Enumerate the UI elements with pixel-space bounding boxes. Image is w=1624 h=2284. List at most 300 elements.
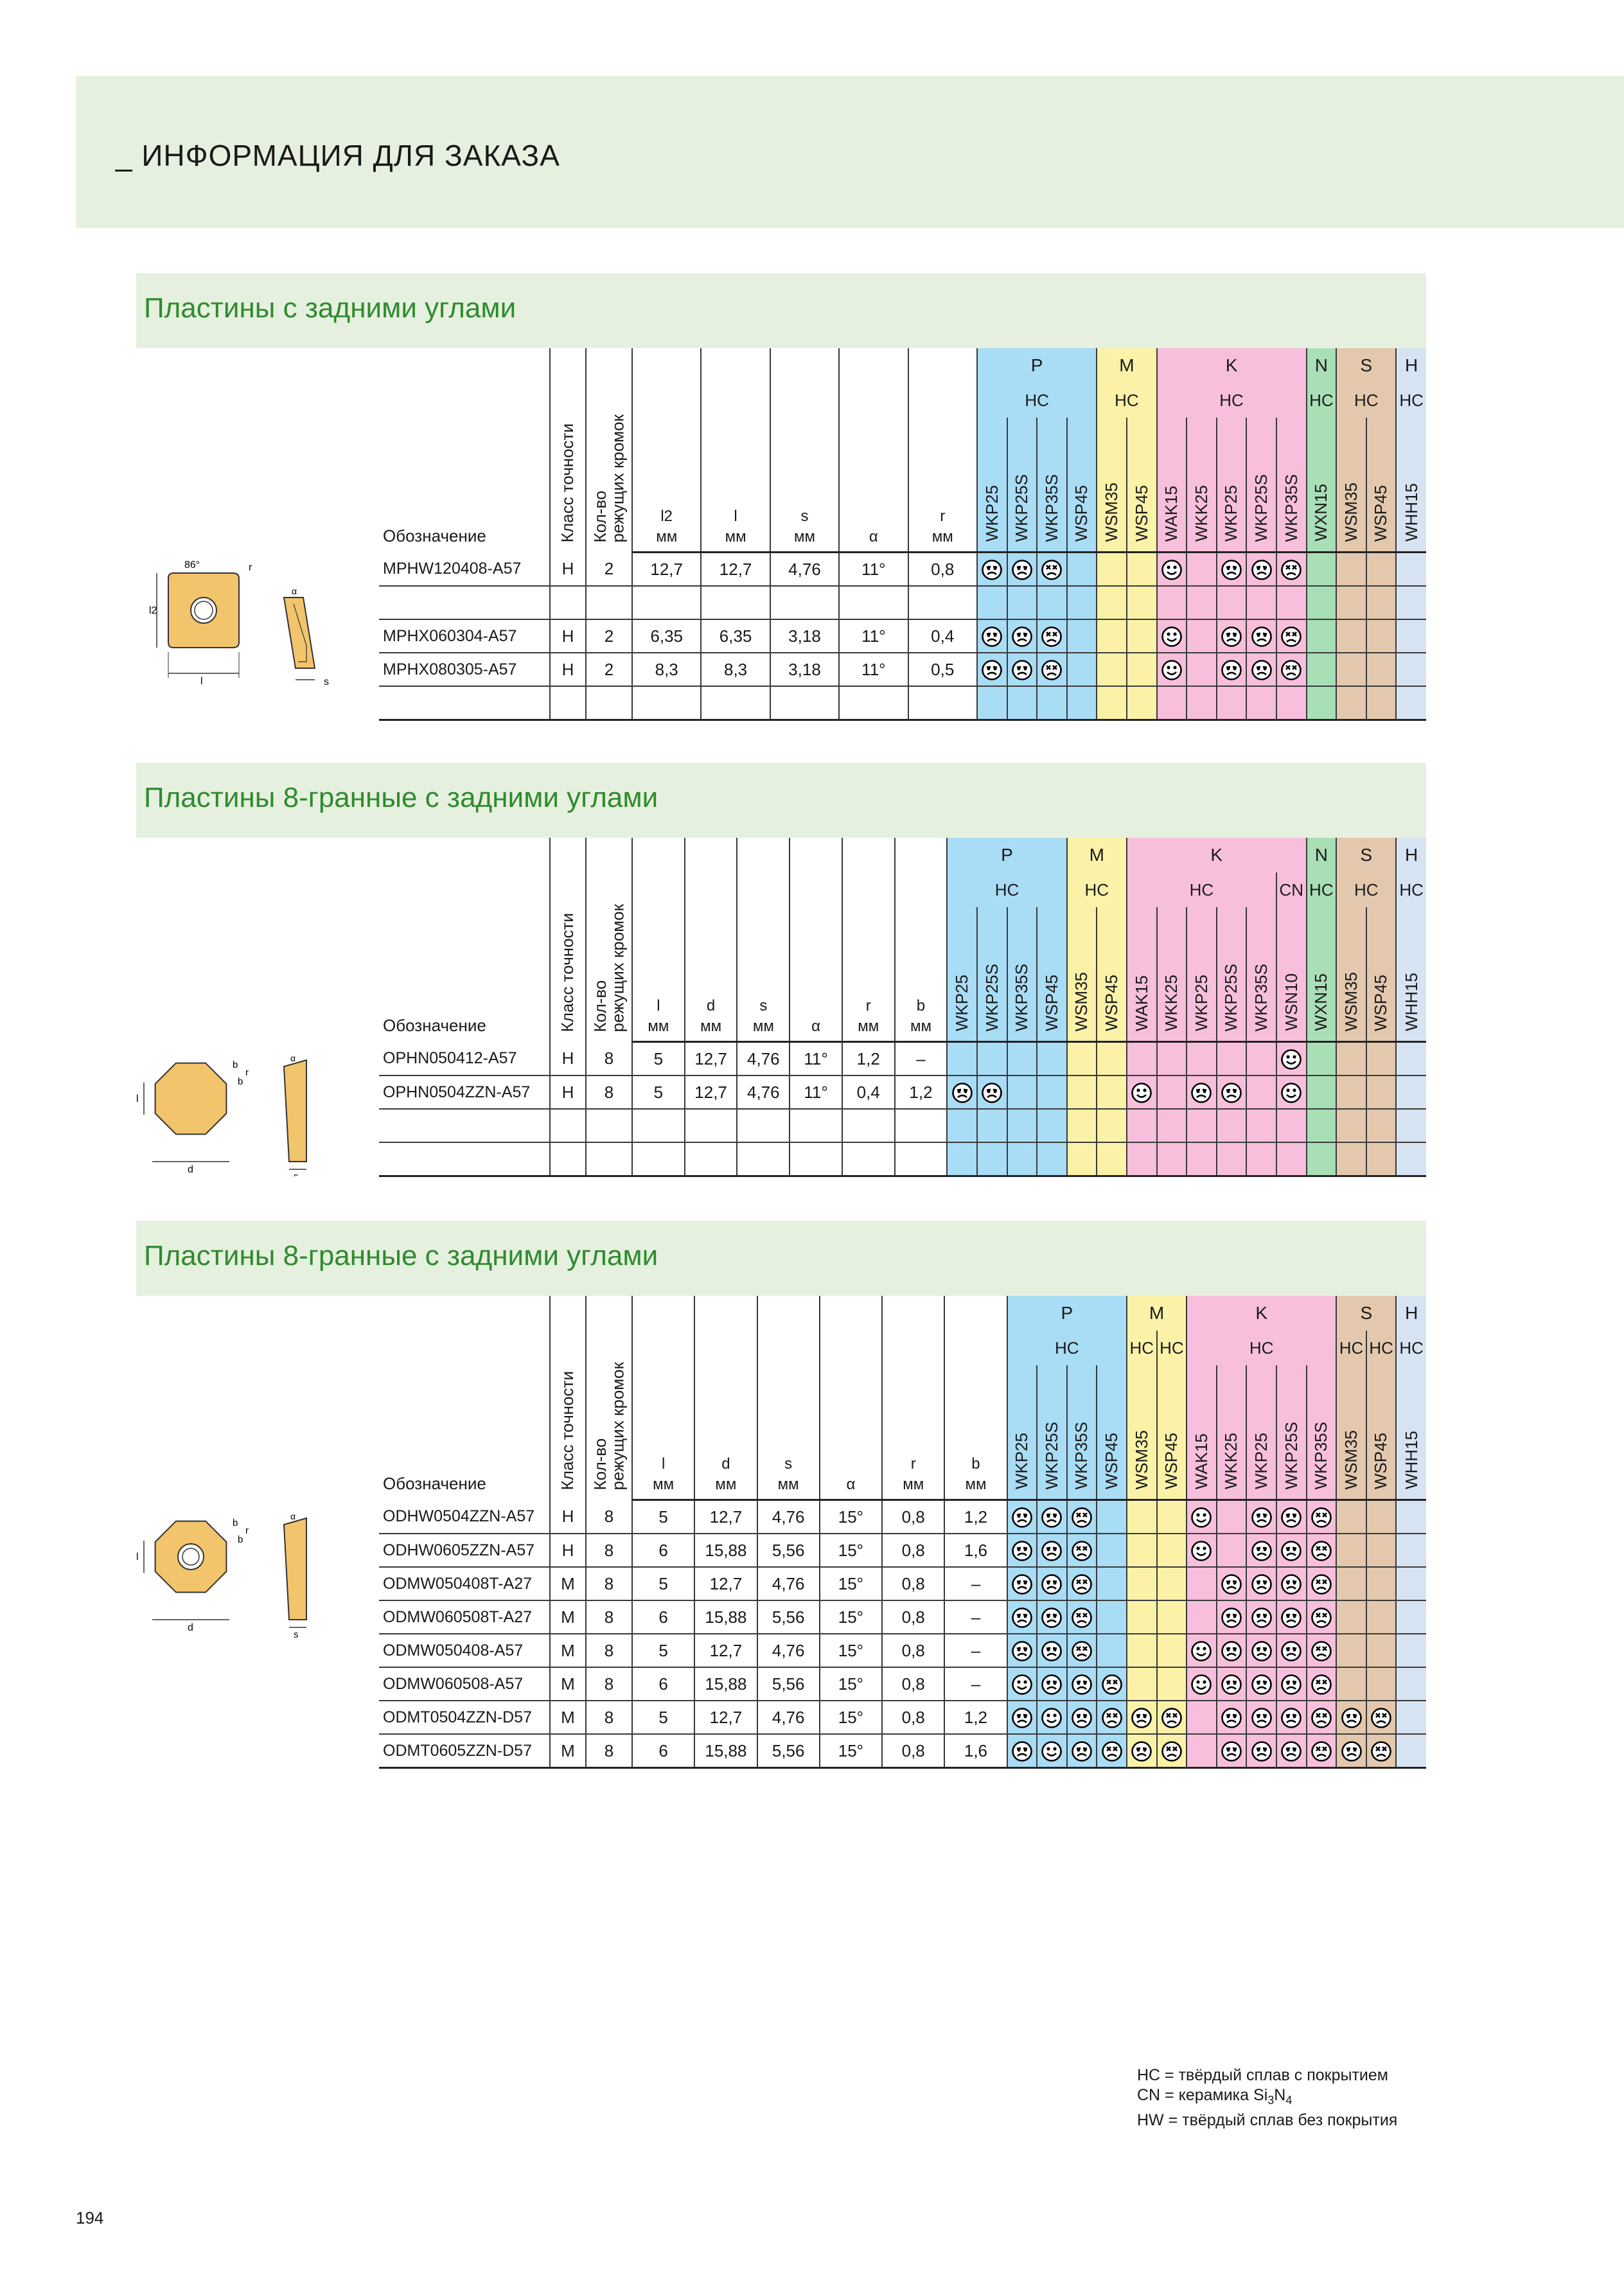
cross-face-icon <box>1311 1541 1332 1561</box>
edges-count: 8 <box>586 1042 632 1076</box>
dim-value: 0,8 <box>882 1634 944 1667</box>
dim-value <box>632 1142 685 1176</box>
smile-face-icon <box>1281 1049 1302 1070</box>
dim-value: 1,2 <box>944 1701 1007 1734</box>
grade-suitability <box>1037 1600 1067 1634</box>
coating-label: HC <box>1187 1331 1336 1365</box>
grade-suitability <box>1396 1634 1426 1667</box>
dim-value: 0,4 <box>842 1076 895 1109</box>
grade-suitability <box>1366 1600 1397 1634</box>
grade-suitability <box>1307 1567 1337 1600</box>
grade-suitability <box>1157 1667 1187 1701</box>
grade-suitability <box>1097 1634 1127 1667</box>
cross-face-icon <box>1072 1641 1092 1661</box>
accuracy-class: H <box>550 653 586 686</box>
material-group-K: K <box>1127 838 1307 872</box>
dim-value <box>632 686 701 720</box>
dim-value <box>701 586 770 619</box>
grade-suitability <box>1336 1042 1366 1076</box>
insert-drawing <box>136 1505 348 1640</box>
grade-suitability <box>1007 1142 1037 1176</box>
grade-suitability <box>1307 653 1337 686</box>
grade-suitability <box>1067 686 1097 720</box>
dim-value: 15° <box>820 1567 882 1600</box>
edges-count: 8 <box>586 1500 632 1534</box>
frown-face-icon <box>982 560 1002 580</box>
edges-count: 2 <box>586 619 632 653</box>
grade-suitability <box>1037 1667 1067 1701</box>
material-group-S: S <box>1336 348 1396 383</box>
dim-head: s мм <box>770 348 839 553</box>
grade-head: WKP25 <box>1007 1365 1037 1500</box>
grade-suitability <box>1157 553 1187 587</box>
dim-value: 0,8 <box>882 1534 944 1567</box>
edges-count: 8 <box>586 1634 632 1667</box>
grade-suitability <box>1366 1567 1397 1600</box>
grade-suitability <box>1097 686 1127 720</box>
order-section <box>136 1221 1426 1769</box>
page-number: 194 <box>76 2208 104 2227</box>
dim-value: 0,8 <box>882 1667 944 1701</box>
grade-suitability <box>1097 1534 1127 1567</box>
grade-suitability <box>1007 1076 1037 1109</box>
svg-text:α: α <box>292 585 297 596</box>
dim-value: 4,76 <box>770 553 839 587</box>
grade-suitability <box>1187 653 1217 686</box>
grade-suitability <box>977 1109 1007 1142</box>
smile-face-icon <box>1161 560 1182 580</box>
dim-value: 6,35 <box>632 619 701 653</box>
smile-face-icon <box>1191 1641 1212 1661</box>
accuracy-class <box>550 686 586 720</box>
grade-suitability <box>1097 653 1127 686</box>
material-group-M: M <box>1127 1296 1187 1331</box>
grade-suitability <box>1276 1600 1307 1634</box>
dim-value: 1,2 <box>842 1042 895 1076</box>
material-group-M: M <box>1097 348 1156 383</box>
grade-head: WHH15 <box>1396 418 1426 553</box>
dim-value <box>632 586 701 619</box>
table-row <box>136 1500 1426 1534</box>
grade-suitability <box>1187 553 1217 587</box>
grade-suitability <box>1007 1042 1037 1076</box>
frown-face-icon <box>1281 1507 1302 1528</box>
grade-suitability <box>1366 1734 1397 1768</box>
grade-suitability <box>1097 1109 1127 1142</box>
cross-face-icon <box>1102 1674 1122 1695</box>
material-group-S: S <box>1336 838 1396 872</box>
grade-suitability <box>1157 1701 1187 1734</box>
dim-value: 1,2 <box>895 1076 948 1109</box>
dim-value: 15,88 <box>694 1534 757 1567</box>
grade-suitability <box>1336 1701 1366 1734</box>
grade-suitability <box>1037 653 1067 686</box>
grade-suitability <box>1366 1500 1397 1534</box>
dim-value <box>895 1109 948 1142</box>
grade-suitability <box>1396 653 1426 686</box>
grade-head: WKP35S <box>1067 1365 1097 1500</box>
designation <box>379 686 550 720</box>
grade-head: WSP45 <box>1366 1365 1397 1500</box>
dim-value: 0,8 <box>882 1600 944 1634</box>
insert-drawing-cell <box>136 553 379 720</box>
grade-suitability <box>1187 1734 1217 1768</box>
grade-suitability <box>1336 1109 1366 1142</box>
dim-value: 5 <box>632 1567 694 1600</box>
grade-head: WSP45 <box>1097 907 1127 1042</box>
edges-count: 8 <box>586 1701 632 1734</box>
grade-head: WKP25S <box>1217 907 1247 1042</box>
coating-label: HC <box>1336 1331 1366 1365</box>
grade-suitability <box>1127 553 1157 587</box>
material-group-K: K <box>1157 348 1307 383</box>
designation <box>379 1142 550 1176</box>
grade-suitability <box>1037 553 1067 587</box>
grade-suitability <box>977 1142 1007 1176</box>
grade-suitability <box>1067 586 1097 619</box>
dim-value: 6 <box>632 1667 694 1701</box>
dim-value: 15° <box>820 1534 882 1567</box>
grade-suitability <box>977 619 1007 653</box>
grade-suitability <box>1307 1734 1337 1768</box>
grade-suitability <box>1187 1634 1217 1667</box>
grade-suitability <box>1187 1600 1217 1634</box>
dim-value: 4,76 <box>737 1042 790 1076</box>
edges-count: 8 <box>586 1734 632 1768</box>
grade-suitability <box>1396 1600 1426 1634</box>
grade-suitability <box>1276 1500 1307 1534</box>
dim-head: α <box>839 348 908 553</box>
frown-face-icon <box>1251 1641 1272 1661</box>
grade-suitability <box>1157 686 1187 720</box>
dim-value: 11° <box>839 619 908 653</box>
dim-value: 0,8 <box>882 1567 944 1600</box>
grade-head: WKK25 <box>1187 418 1217 553</box>
cross-face-icon <box>1072 1574 1092 1595</box>
dim-value: 8,3 <box>701 653 770 686</box>
dim-value: 5,56 <box>757 1667 820 1701</box>
grade-suitability <box>1067 1042 1097 1076</box>
grade-suitability <box>1217 1600 1247 1634</box>
frown-face-icon <box>1041 1541 1062 1561</box>
frown-face-icon <box>1012 1541 1032 1561</box>
grade-suitability <box>1276 1534 1307 1567</box>
grade-suitability <box>1007 553 1037 587</box>
dim-value <box>790 1142 842 1176</box>
dim-value: 12,7 <box>694 1567 757 1600</box>
grade-head: WSP45 <box>1127 418 1157 553</box>
grade-suitability <box>1336 686 1366 720</box>
designation: ODMW050408T-A27 <box>379 1567 550 1600</box>
smile-face-icon <box>1191 1674 1212 1695</box>
designation: OPHN0504ZZN-A57 <box>379 1076 550 1109</box>
cross-face-icon <box>1311 1507 1332 1528</box>
drawing-head <box>136 838 379 1042</box>
dim-value: 0,8 <box>882 1701 944 1734</box>
dim-head: r мм <box>908 348 977 553</box>
smile-face-icon <box>1161 626 1182 647</box>
edges-count: 2 <box>586 653 632 686</box>
grade-suitability <box>1336 1534 1366 1567</box>
dim-value <box>685 1109 737 1142</box>
grade-suitability <box>1307 1042 1337 1076</box>
frown-face-icon <box>1012 1574 1032 1595</box>
frown-face-icon <box>1281 1741 1302 1762</box>
grade-suitability <box>1217 1076 1247 1109</box>
dim-value: 6 <box>632 1534 694 1567</box>
dim-value <box>685 1142 737 1176</box>
designation: MPHX060304-A57 <box>379 619 550 653</box>
coating-label: HC <box>1307 872 1337 907</box>
smile-face-icon <box>1041 1741 1062 1762</box>
grade-head: WSP45 <box>1037 907 1067 1042</box>
accuracy-class: M <box>550 1667 586 1701</box>
grade-suitability <box>1067 1634 1097 1667</box>
dim-value: 5,56 <box>757 1600 820 1634</box>
grade-suitability <box>1276 553 1307 587</box>
grade-suitability <box>1217 1667 1247 1701</box>
frown-face-icon <box>1281 1541 1302 1561</box>
frown-face-icon <box>1131 1741 1152 1762</box>
grade-head: WAK15 <box>1187 1365 1217 1500</box>
dim-value: 0,5 <box>908 653 977 686</box>
grade-head: WKP25S <box>1276 1365 1307 1500</box>
grade-head: WKP35S <box>1246 907 1276 1042</box>
grade-suitability <box>1396 619 1426 653</box>
grade-suitability <box>947 1076 977 1109</box>
frown-face-icon <box>1221 1641 1242 1661</box>
grade-suitability <box>1396 1534 1426 1567</box>
grade-suitability <box>1246 1109 1276 1142</box>
grade-head: WSM35 <box>1336 907 1366 1042</box>
coating-label: HC <box>1366 1331 1397 1365</box>
grade-suitability <box>1067 1109 1097 1142</box>
dim-value: – <box>944 1667 1007 1701</box>
grade-suitability <box>1067 1076 1097 1109</box>
coating-label: HC <box>1336 872 1396 907</box>
grade-suitability <box>1067 653 1097 686</box>
grade-suitability <box>1307 586 1337 619</box>
grade-head: WSP45 <box>1157 1365 1187 1500</box>
dim-value: 1,6 <box>944 1734 1007 1768</box>
frown-face-icon <box>1221 1674 1242 1695</box>
grade-suitability <box>1396 1701 1426 1734</box>
coating-label: HC <box>1396 872 1426 907</box>
grade-head: WKP25 <box>1246 1365 1276 1500</box>
frown-face-icon <box>982 1083 1002 1103</box>
grade-suitability <box>1067 619 1097 653</box>
dim-value <box>842 1109 895 1142</box>
grade-suitability <box>1276 1667 1307 1701</box>
grade-suitability <box>1336 1567 1366 1600</box>
frown-face-icon <box>1191 1083 1212 1103</box>
designation-head: Обозначение <box>383 1015 486 1035</box>
frown-face-icon <box>1251 1507 1272 1528</box>
dim-head: l мм <box>701 348 770 553</box>
grade-suitability <box>1217 1701 1247 1734</box>
grade-suitability <box>1157 1734 1187 1768</box>
grade-suitability <box>1307 1667 1337 1701</box>
grade-head: WKP25S <box>1037 1365 1067 1500</box>
smile-face-icon <box>1281 1083 1302 1103</box>
accuracy-class <box>550 1109 586 1142</box>
grade-suitability <box>1187 1500 1217 1534</box>
dim-value <box>737 1109 790 1142</box>
accuracy-class: H <box>550 553 586 587</box>
grade-suitability <box>1217 653 1247 686</box>
grade-suitability <box>1307 1701 1337 1734</box>
svg-text:l: l <box>200 675 203 687</box>
grade-suitability <box>1127 619 1157 653</box>
dim-head: r мм <box>842 838 895 1042</box>
frown-face-icon <box>1041 1607 1062 1628</box>
frown-face-icon <box>1012 1507 1032 1528</box>
frown-face-icon <box>1221 1607 1242 1628</box>
grade-head: WKP35S <box>1307 1365 1337 1500</box>
dim-value: 5 <box>632 1701 694 1734</box>
dim-value: 0,4 <box>908 619 977 653</box>
grade-suitability <box>1007 686 1037 720</box>
cross-face-icon <box>1311 1641 1332 1661</box>
dim-value: 15,88 <box>694 1600 757 1634</box>
grade-suitability <box>1187 1534 1217 1567</box>
grade-suitability <box>1276 1734 1307 1768</box>
frown-face-icon <box>1072 1674 1092 1695</box>
grade-suitability <box>1007 1734 1037 1768</box>
frown-face-icon <box>1251 1607 1272 1628</box>
grade-suitability <box>1157 1600 1187 1634</box>
designation: MPHW120408-A57 <box>379 553 550 587</box>
grade-head: WAK15 <box>1157 418 1187 553</box>
grade-suitability <box>1007 653 1037 686</box>
edges-count: 8 <box>586 1567 632 1600</box>
frown-face-icon <box>1131 1708 1152 1728</box>
grade-suitability <box>1157 1534 1187 1567</box>
frown-face-icon <box>1012 660 1032 680</box>
dim-value: 5,56 <box>757 1734 820 1768</box>
grade-suitability <box>1276 1109 1307 1142</box>
grade-suitability <box>1246 1142 1276 1176</box>
accuracy-class: M <box>550 1600 586 1634</box>
accuracy-class-head: Класс точности <box>550 1296 586 1500</box>
cross-face-icon <box>1072 1607 1092 1628</box>
grade-suitability <box>1276 1142 1307 1176</box>
dim-value: – <box>895 1042 948 1076</box>
grade-suitability <box>1097 619 1127 653</box>
grade-suitability <box>1157 1042 1187 1076</box>
grade-suitability <box>1246 1076 1276 1109</box>
svg-text:α: α <box>290 1510 296 1521</box>
grade-suitability <box>1007 619 1037 653</box>
cross-face-icon <box>1281 626 1302 647</box>
dim-value: 6 <box>632 1734 694 1768</box>
grade-suitability <box>1276 653 1307 686</box>
dim-value: 15,88 <box>694 1734 757 1768</box>
frown-face-icon <box>1072 1741 1092 1762</box>
dim-head: s мм <box>737 838 790 1042</box>
grade-suitability <box>1217 553 1247 587</box>
dim-value: 12,7 <box>694 1634 757 1667</box>
dim-value: 12,7 <box>694 1701 757 1734</box>
dim-value <box>895 1142 948 1176</box>
svg-text:d: d <box>188 1622 193 1633</box>
grade-head: WKP25 <box>947 907 977 1042</box>
grade-suitability <box>1366 586 1397 619</box>
grade-suitability <box>1307 1109 1337 1142</box>
coating-label: HC <box>1127 872 1276 907</box>
grade-suitability <box>1127 1500 1157 1534</box>
grade-suitability <box>1217 1567 1247 1600</box>
material-group-P: P <box>1007 1296 1127 1331</box>
order-section <box>136 763 1426 1182</box>
section-band <box>136 1221 1426 1296</box>
svg-text:α: α <box>290 1052 296 1063</box>
grade-suitability <box>1067 1567 1097 1600</box>
edges-count <box>586 1142 632 1176</box>
grade-suitability <box>1097 1042 1127 1076</box>
dim-value: – <box>944 1567 1007 1600</box>
coating-label: HC <box>1007 1331 1127 1365</box>
grade-head: WKP25 <box>977 418 1007 553</box>
grade-suitability <box>977 553 1007 587</box>
cross-face-icon <box>1072 1507 1092 1528</box>
cross-face-icon <box>1161 1741 1182 1762</box>
cross-face-icon <box>1281 660 1302 680</box>
coating-label: HC <box>1307 383 1337 418</box>
grade-suitability <box>1307 686 1337 720</box>
coating-label: HC <box>1127 1331 1157 1365</box>
grade-suitability <box>1127 1701 1157 1734</box>
dim-head: l2 мм <box>632 348 701 553</box>
dim-value: 12,7 <box>685 1076 737 1109</box>
grade-head: WSM35 <box>1067 907 1097 1042</box>
grade-suitability <box>1187 1109 1217 1142</box>
grade-suitability <box>1366 553 1397 587</box>
grade-head: WSM35 <box>1336 418 1366 553</box>
grade-suitability <box>1246 1567 1276 1600</box>
grade-head: WHH15 <box>1396 907 1426 1042</box>
dim-value: 4,76 <box>757 1634 820 1667</box>
dim-value: 0,8 <box>908 553 977 587</box>
designation <box>379 586 550 619</box>
designation: ODMT0504ZZN-D57 <box>379 1701 550 1734</box>
dim-value: 15° <box>820 1634 882 1667</box>
grade-suitability <box>1366 1534 1397 1567</box>
grade-suitability <box>1366 686 1397 720</box>
cross-face-icon <box>1041 626 1062 647</box>
frown-face-icon <box>1221 1083 1242 1103</box>
designation: ODMW050408-A57 <box>379 1634 550 1667</box>
designation: ODHW0504ZZN-A57 <box>379 1500 550 1534</box>
frown-face-icon <box>1251 660 1272 680</box>
dim-value: 1,6 <box>944 1534 1007 1567</box>
grade-suitability <box>1276 586 1307 619</box>
grade-suitability <box>1037 1634 1067 1667</box>
edges-count-head: Кол-во режущих кромок <box>586 1296 632 1500</box>
accuracy-class <box>550 1142 586 1176</box>
grade-suitability <box>1127 1142 1157 1176</box>
cross-face-icon <box>1281 560 1302 580</box>
edges-count: 2 <box>586 553 632 587</box>
grade-suitability <box>1187 1042 1217 1076</box>
insert-drawing <box>149 559 342 694</box>
grade-suitability <box>1067 1734 1097 1768</box>
grade-suitability <box>1157 1142 1187 1176</box>
edges-count-head: Кол-во режущих кромок <box>586 348 632 553</box>
frown-face-icon <box>1041 1641 1062 1661</box>
grade-suitability <box>1336 653 1366 686</box>
dim-value <box>842 1142 895 1176</box>
